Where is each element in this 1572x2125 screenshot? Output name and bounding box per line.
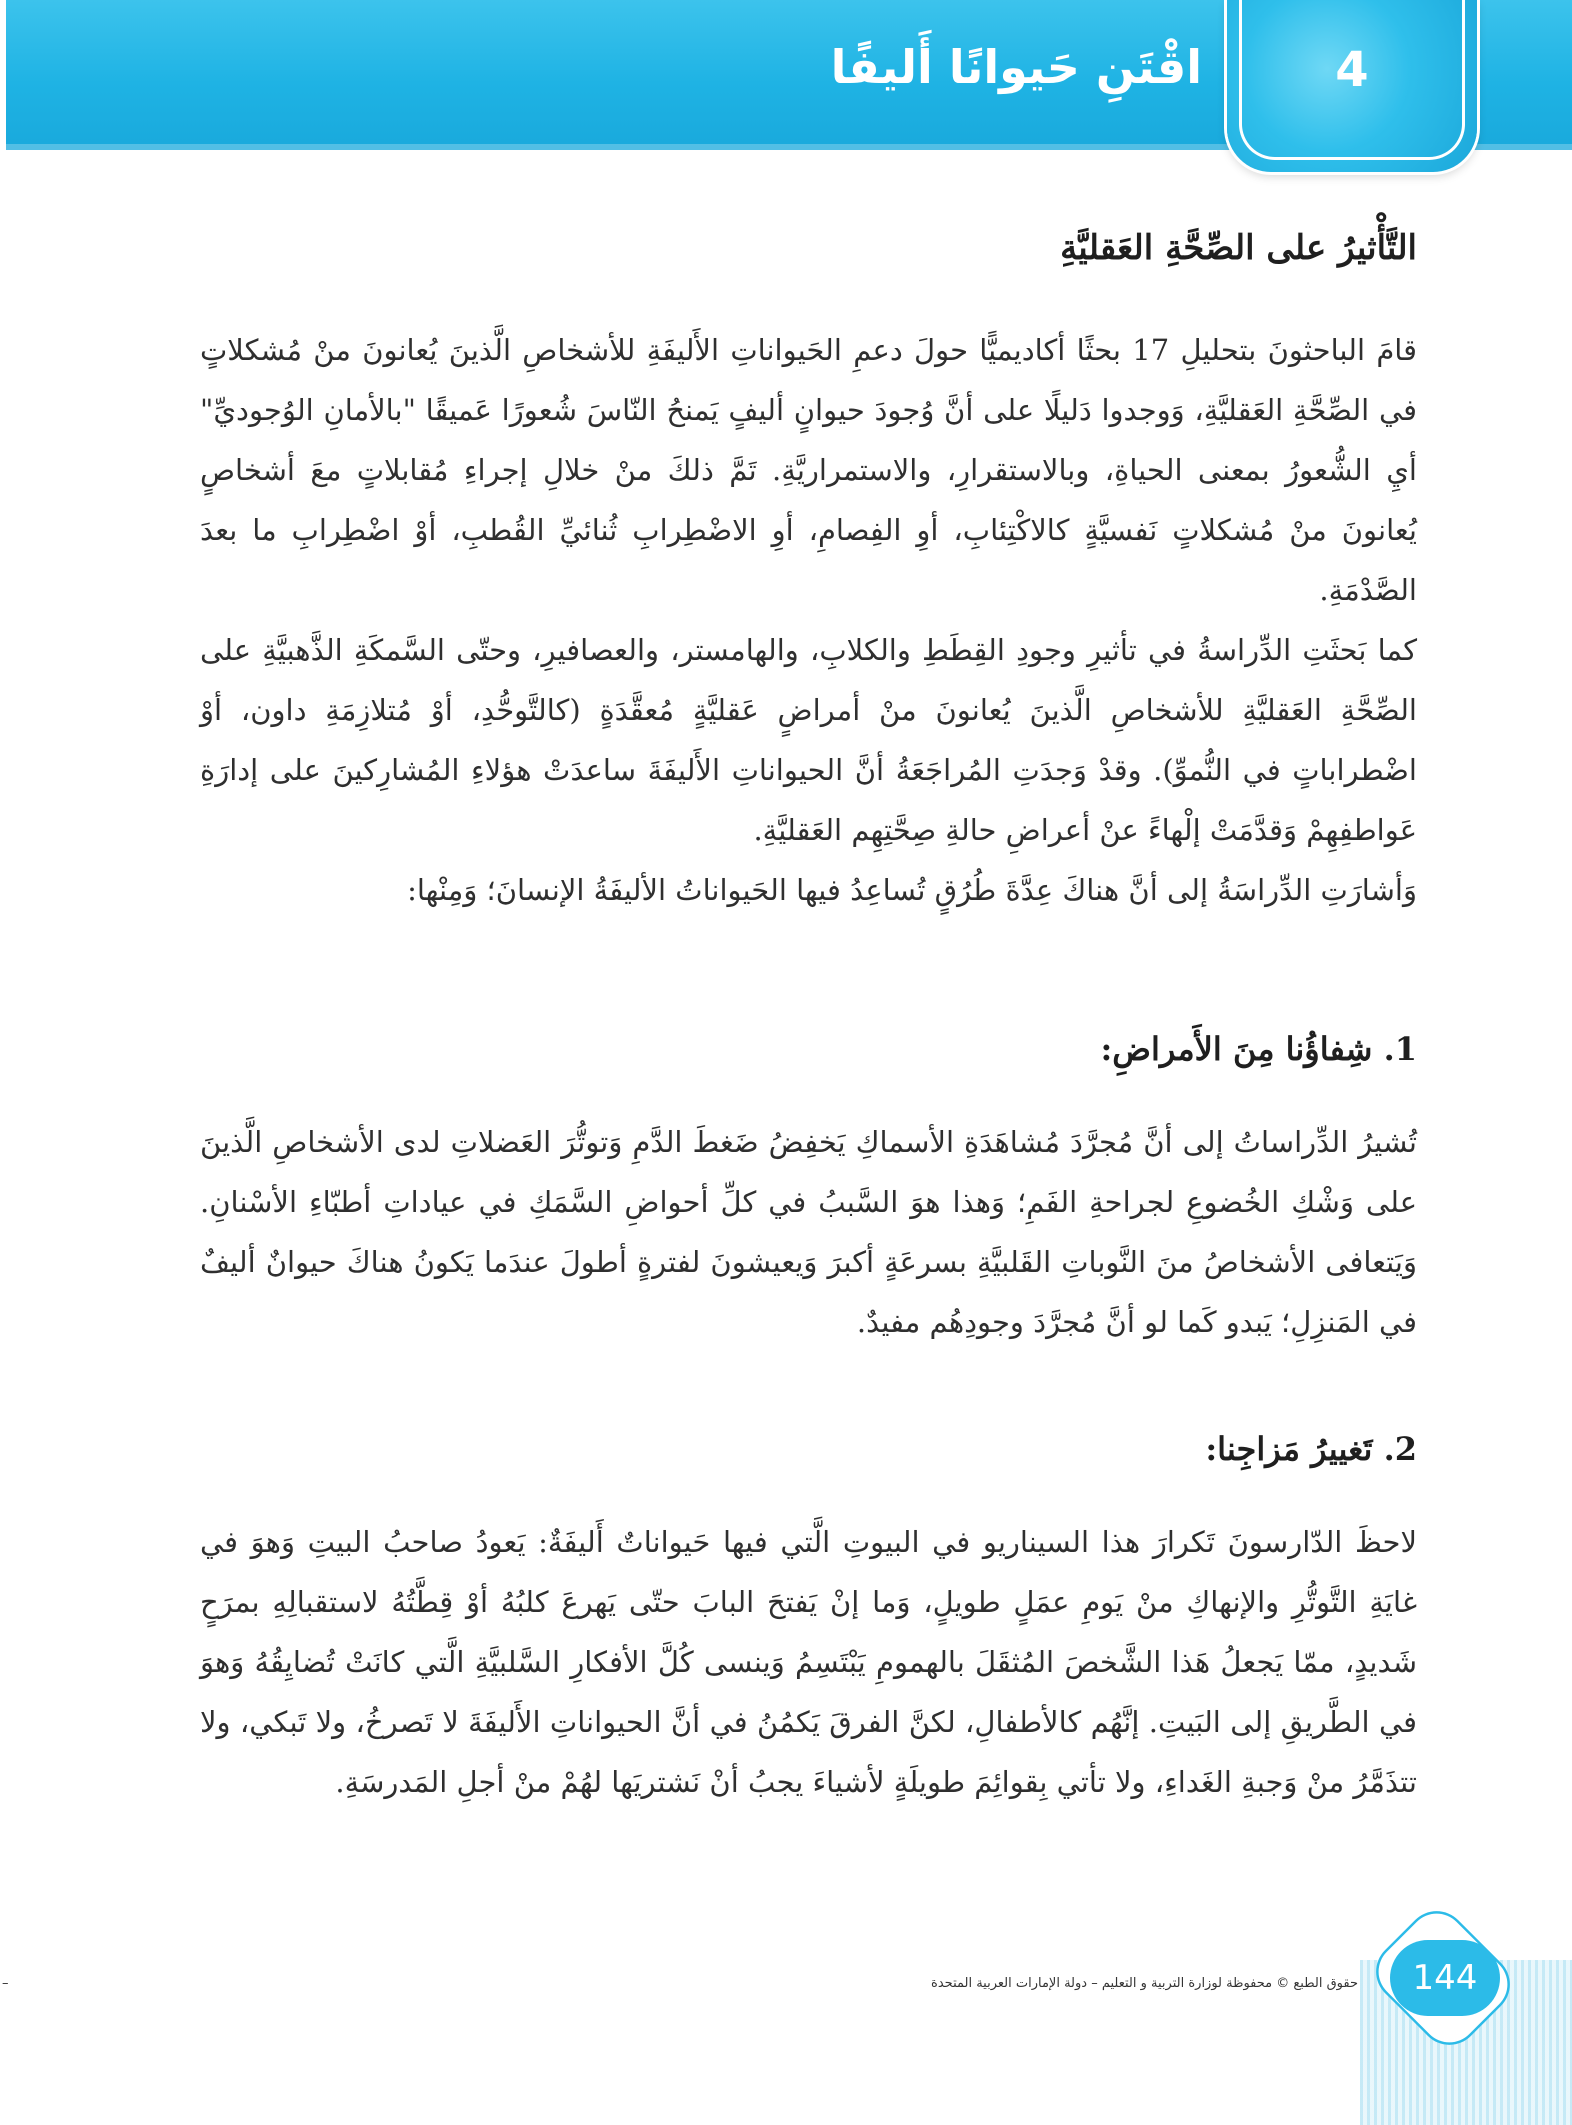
intro-paragraph-1: قامَ الباحثونَ بتحليلِ 17 بحثًا أكاديميًّا حولَ دعمِ الحَيواناتِ الأَليفَةِ للأشخاصِ الَّذينَ يُعانونَ منْ مُشكلاتٍ في الصِّحَّةِ العَقليَّةِ، وَوجدوا دَليلًا على أنَّ وُجودَ حيوانٍ أليفٍ يَمنحُ النّاسَ شُعورًا عَميقًا "بالأمانِ الوُجوديِّ" أيِ الشُّعورُ بمعنى الحياةِ، وبالاستقرارِ، والاستمراريَّةِ. تَمَّ ذلكَ منْ خلالِ إجراءِ مُقابلاتٍ معَ أشخاصٍ يُعانونَ منْ مُشكلاتٍ نَفسيَّةٍ كالاكْتِئابِ، أوِ الفِصامِ، أوِ الاضْطِرابِ ثُنائيِّ القُطبِ، أوْ اضْطِرابِ ما بعدَ الصَّدْمَةِ. (200, 333, 1417, 607)
intro-text (200, 320, 1417, 920)
item-2-heading (1205, 1430, 1417, 1468)
item-2-title: تَغييرُ مَزاجِنا: (1205, 1430, 1373, 1468)
item-2-body (200, 1512, 1417, 1812)
unit-title: اقْتَنِ حَيوانًا أَليفًا (830, 40, 1202, 94)
item-1-number: 1. (1383, 1030, 1417, 1068)
item-1-title: شِفاؤُنا مِنَ الأَمراضِ: (1100, 1030, 1373, 1068)
copyright-notice: حقوق الطبع © محفوظة لوزارة التربية و التعليم – دولة الإمارات العربية المتحدة (931, 1976, 1358, 1991)
page-number: 144 (1390, 1940, 1500, 2016)
item-1-paragraph: تُشيرُ الدِّراساتُ إلى أنَّ مُجرَّدَ مُشاهَدَةِ الأسماكِ يَخفِضُ ضَغطَ الدَّمِ وَتوتُّرَ العَضلاتِ لدى الأشخاصِ الَّذينَ على وَشْكِ الخُضوعِ لجراحةِ الفَمِ؛ وَهذا هوَ السَّببُ في كلِّ أحواضِ السَّمَكِ في عياداتِ أطبّاءِ الأسْنانِ. وَيَتعافى الأشخاصُ منَ النَّوباتِ القَلبيَّةِ بسرعَةٍ أكبرَ وَيعيشونَ لفترةٍ أطولَ عندَما يَكونُ هناكَ حيوانٌ أليفٌ في المَنزِلِ؛ يَبدو كَما لو أنَّ مُجرَّدَ وجودِهُم مفيدٌ. (200, 1125, 1417, 1339)
footer-mark: – (2, 1976, 9, 1991)
intro-paragraph-3: وَأشارَتِ الدِّراسَةُ إلى أنَّ هناكَ عِدَّةَ طُرُقٍ تُساعِدُ فيها الحَيواناتُ الأليفَةُ الإنسانَ؛ وَمِنْها: (407, 873, 1417, 907)
unit-number: 4 (1335, 42, 1369, 98)
item-2-paragraph: لاحظَ الدّارسونَ تَكرارَ هذا السيناريو في البيوتِ الَّتي فيها حَيواناتٌ أَليفَةٌ: يَعودُ صاحبُ البيتِ وَهوَ في غايَةِ التَّوتُّرِ والإنهاكِ منْ يَومِ عمَلٍ طويلٍ، وَما إنْ يَفتحَ البابَ حتّى يَهرعَ كلبُهُ أوْ قِطَّتُهُ لاستقبالِهِ بمرَحٍ شَديدٍ، ممّا يَجعلُ هَذا الشَّخصَ المُثقَلَ بالهمومِ يَبْتَسِمُ وَينسى كُلَّ الأفكارِ السَّلبيَّةِ الَّتي كانَتْ تُضايِقُهُ وَهوَ في الطَّريقِ إلى البَيتِ. إنَّهُم كالأطفالِ، لكنَّ الفرقَ يَكمُنُ في أنَّ الحيواناتِ الأَليفَةَ لا تَصرخُ، ولا تَبكي، ولا تتذَمَّرُ منْ وَجبةِ الغَداءِ، ولا تأتي بِقوائِمَ طويلَةٍ لأشياءَ يجبُ أنْ نَشتريَها لهُمْ منْ أجلِ المَدرسَةِ. (200, 1525, 1417, 1799)
intro-paragraph-2: كما بَحثَتِ الدِّراسةُ في تأثيرِ وجودِ القِطَطِ والكلابِ، والهامستر، والعصافيرِ، وحتّى السَّمكَةِ الذَّهبيَّةِ على الصِّحَّةِ العَقليَّةِ للأشخاصِ الَّذينَ يُعانونَ منْ أمراضٍ عَقليَّةٍ مُعقَّدَةٍ (كالتَّوحُّدِ، أوْ مُتلازِمَةِ داون، أوْ اضْطراباتٍ في النُّموِّ). وقدْ وَجدَتِ المُراجَعَةُ أنَّ الحيواناتِ الأَليفَةَ ساعدَتْ هؤلاءِ المُشارِكينَ على إدارَةِ عَواطفِهِمْ وَقدَّمَتْ إلْهاءً عنْ أعراضِ حالةِ صِحَّتِهِم العَقليَّةِ. (200, 633, 1417, 847)
item-1-heading (1100, 1030, 1417, 1068)
section-heading: التَّأْثيرُ على الصِّحَّةِ العَقليَّةِ (1060, 228, 1417, 268)
item-1-body (200, 1112, 1417, 1352)
item-2-number: 2. (1383, 1430, 1417, 1468)
